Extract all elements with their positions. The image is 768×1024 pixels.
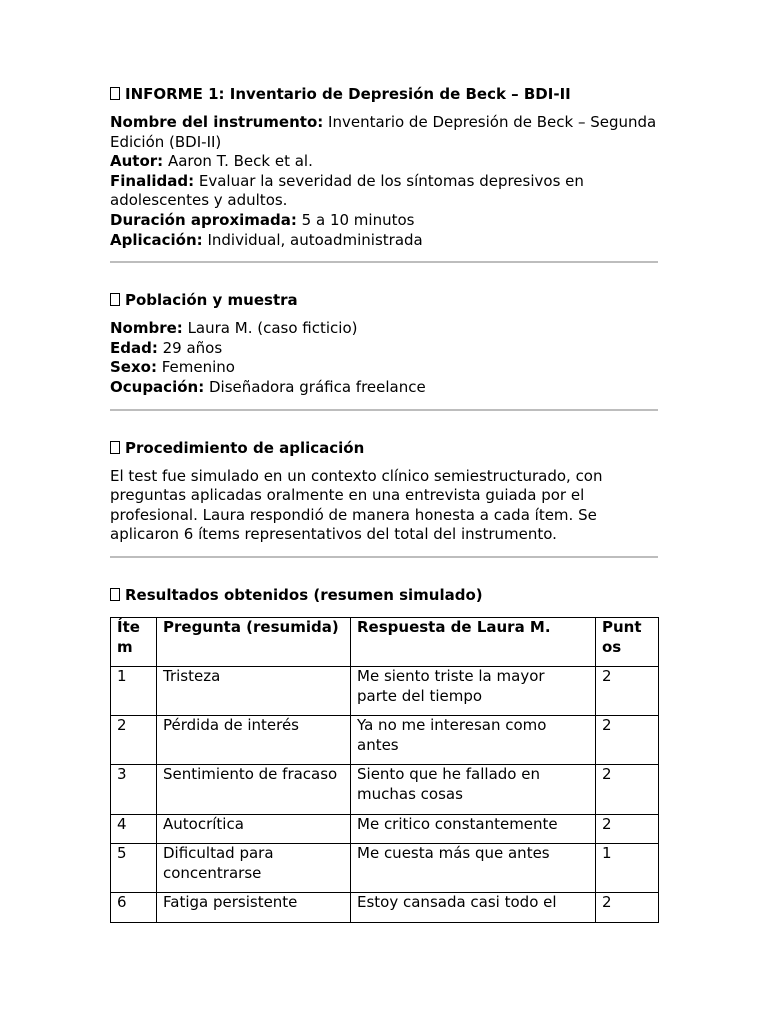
procedure-heading: Procedimiento de aplicación — [110, 438, 658, 458]
table-row — [111, 667, 659, 716]
section-divider — [110, 261, 658, 263]
table-row — [111, 814, 659, 844]
field-duration: Duración aproximada: 5 a 10 minutos — [110, 210, 415, 229]
cell-item: 3 — [111, 765, 157, 814]
population-heading: Población y muestra — [110, 290, 658, 310]
population-fields — [110, 319, 658, 397]
procedure-section — [110, 438, 658, 545]
table-row — [111, 844, 659, 893]
cell-item: 5 — [111, 844, 157, 893]
field-author: Autor: Aaron T. Beck et al. — [110, 152, 313, 171]
cell-answer: Estoy cansada casi todo el — [351, 893, 596, 923]
results-table — [110, 617, 659, 923]
field-purpose: Finalidad: Evaluar la severidad de los síntomas depresivos en adolescentes y adultos. — [110, 171, 584, 210]
field-name: Nombre: Laura M. (caso ficticio) — [110, 319, 358, 338]
cell-question: Pérdida de interés — [157, 716, 351, 765]
field-instrument-name: Nombre del instrumento: Inventario de Depresión de Beck – Segunda Edición (BDI-II) — [110, 113, 657, 151]
field-application: Aplicación: Individual, autoadministrada — [110, 230, 423, 249]
cell-question: Tristeza — [157, 667, 351, 716]
field-sex: Sexo: Femenino — [110, 358, 235, 377]
cell-item: 4 — [111, 814, 157, 844]
cell-question: Sentimiento de fracaso — [157, 765, 351, 814]
column-header-item: Íte m — [111, 617, 157, 666]
column-header-answer: Respuesta de Laura M. — [351, 617, 596, 666]
field-occupation: Ocupación: Diseñadora gráfica freelance — [110, 377, 426, 396]
cell-question: Fatiga persistente — [157, 893, 351, 923]
cell-points: 2 — [596, 667, 659, 716]
procedure-text: El test fue simulado en un contexto clínico semiestructurado, con preguntas aplicadas oralmente en una entrevista guiada por el profesional. Laura respondió de manera honesta a cada ítem. Se aplicaron 6 ítems representativos del total del instrumento. — [110, 466, 603, 544]
instrument-fields — [110, 113, 658, 250]
cell-answer: Me critico constantemente — [351, 814, 596, 844]
missing-glyph-icon — [110, 293, 120, 306]
cell-points: 2 — [596, 765, 659, 814]
cell-points: 2 — [596, 814, 659, 844]
cell-points: 2 — [596, 893, 659, 923]
cell-question: Dificultad para concentrarse — [157, 844, 351, 893]
section-divider — [110, 556, 658, 558]
document-content — [110, 84, 658, 923]
missing-glyph-icon — [110, 87, 120, 100]
cell-answer: Ya no me interesan como antes — [351, 716, 596, 765]
column-header-points: Punt os — [596, 617, 659, 666]
table-header-row — [111, 617, 659, 666]
cell-points: 1 — [596, 844, 659, 893]
field-age: Edad: 29 años — [110, 338, 223, 357]
table-row — [111, 716, 659, 765]
section-divider — [110, 409, 658, 411]
table-row — [111, 765, 659, 814]
population-section — [110, 290, 658, 397]
cell-answer: Siento que he fallado en muchas cosas — [351, 765, 596, 814]
cell-item: 6 — [111, 893, 157, 923]
cell-question: Autocrítica — [157, 814, 351, 844]
report-title — [110, 84, 658, 104]
cell-item: 1 — [111, 667, 157, 716]
results-heading: Resultados obtenidos (resumen simulado) — [110, 585, 658, 605]
cell-points: 2 — [596, 716, 659, 765]
results-section — [110, 585, 658, 923]
cell-answer: Me cuesta más que antes — [351, 844, 596, 893]
table-row — [111, 893, 659, 923]
column-header-question: Pregunta (resumida) — [157, 617, 351, 666]
missing-glyph-icon — [110, 441, 120, 454]
missing-glyph-icon — [110, 588, 120, 601]
cell-answer: Me siento triste la mayor parte del tiempo — [351, 667, 596, 716]
cell-item: 2 — [111, 716, 157, 765]
report-title-text: INFORME 1: Inventario de Depresión de Beck – BDI-II — [125, 85, 571, 103]
